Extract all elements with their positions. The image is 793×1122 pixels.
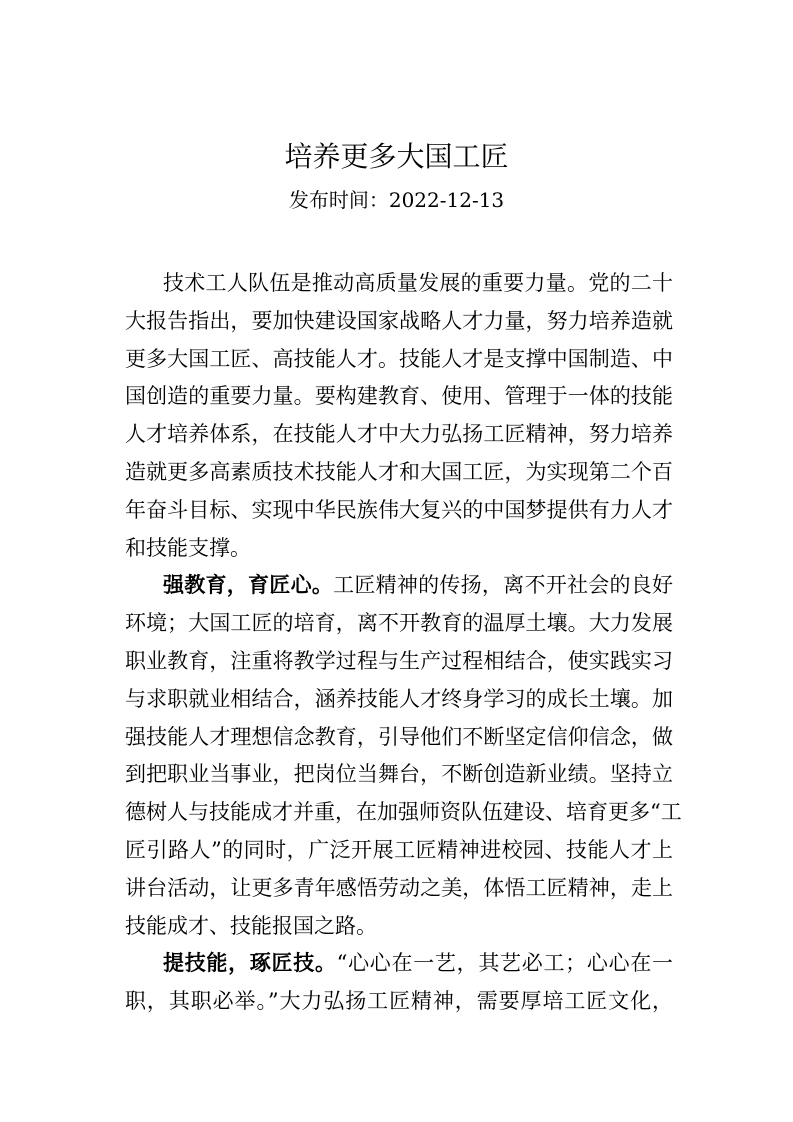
paragraph-2-first-line <box>125 567 673 605</box>
publish-date: 发布时间：2022-12-13 <box>288 188 505 212</box>
paragraph-2-line: 强技能人才理想信念教育，引导他们不断坚定信仰信念，做 <box>125 724 673 749</box>
paragraph-2-line: 德树人与技能成才并重，在加强师资队伍建设、培育更多“工 <box>125 800 682 825</box>
paragraph-2-line: 职业教育，注重将教学过程与生产过程相结合，使实践实习 <box>125 648 673 673</box>
paragraph-1-line: 大报告指出，要加快建设国家战略人才力量，努力培养造就 <box>125 308 673 333</box>
paragraph-1-line: 和技能支撑。 <box>125 535 251 560</box>
paragraph-3-line: “心心在一艺，其艺必工；心心在一 <box>336 951 673 976</box>
paragraph-3-heading: 提技能，琢匠技。 <box>163 951 337 976</box>
paragraph-2-heading: 强教育，育匠心。 <box>163 573 334 598</box>
article-body <box>125 265 682 1021</box>
paragraph-2-line: 匠引路人”的同时，广泛开展工匠精神进校园、技能人才上 <box>125 837 673 862</box>
paragraph-1-line: 年奋斗目标、实现中华民族伟大复兴的中国梦提供有力人才 <box>125 497 673 522</box>
paragraph-2-line: 讲台活动，让更多青年感悟劳动之美，体悟工匠精神，走上 <box>125 875 673 900</box>
paragraph-1-line: 技术工人队伍是推动高质量发展的重要力量。党的二十 <box>163 271 673 295</box>
paragraph-2-line: 环境；大国工匠的培育，离不开教育的温厚土壤。大力发展 <box>125 611 673 636</box>
paragraph-3-first-line <box>125 945 673 983</box>
paragraph-1-line: 造就更多高素质技术技能人才和大国工匠，为实现第二个百 <box>125 459 673 484</box>
paragraph-1-line: 人才培养体系，在技能人才中大力弘扬工匠精神，努力培养 <box>125 422 673 447</box>
paragraph-2-line: 工匠精神的传扬，离不开社会的良好 <box>333 573 674 598</box>
paragraph-1-line: 国创造的重要力量。要构建教育、使用、管理于一体的技能 <box>125 384 673 409</box>
paragraph-3-line: 职，其职必举。”大力弘扬工匠精神，需要厚培工匠文化， <box>125 989 673 1014</box>
paragraph-1-line: 更多大国工匠、高技能人才。技能人才是支撑中国制造、中 <box>125 346 673 371</box>
paragraph-2-line: 到把职业当事业，把岗位当舞台，不断创造新业绩。坚持立 <box>125 762 673 787</box>
paragraph-2-line: 技能成才、技能报国之路。 <box>125 913 377 938</box>
paragraph-2-line: 与求职就业相结合，涵养技能人才终身学习的成长土壤。加 <box>125 686 673 711</box>
article-title: 培养更多大国工匠 <box>284 140 509 173</box>
